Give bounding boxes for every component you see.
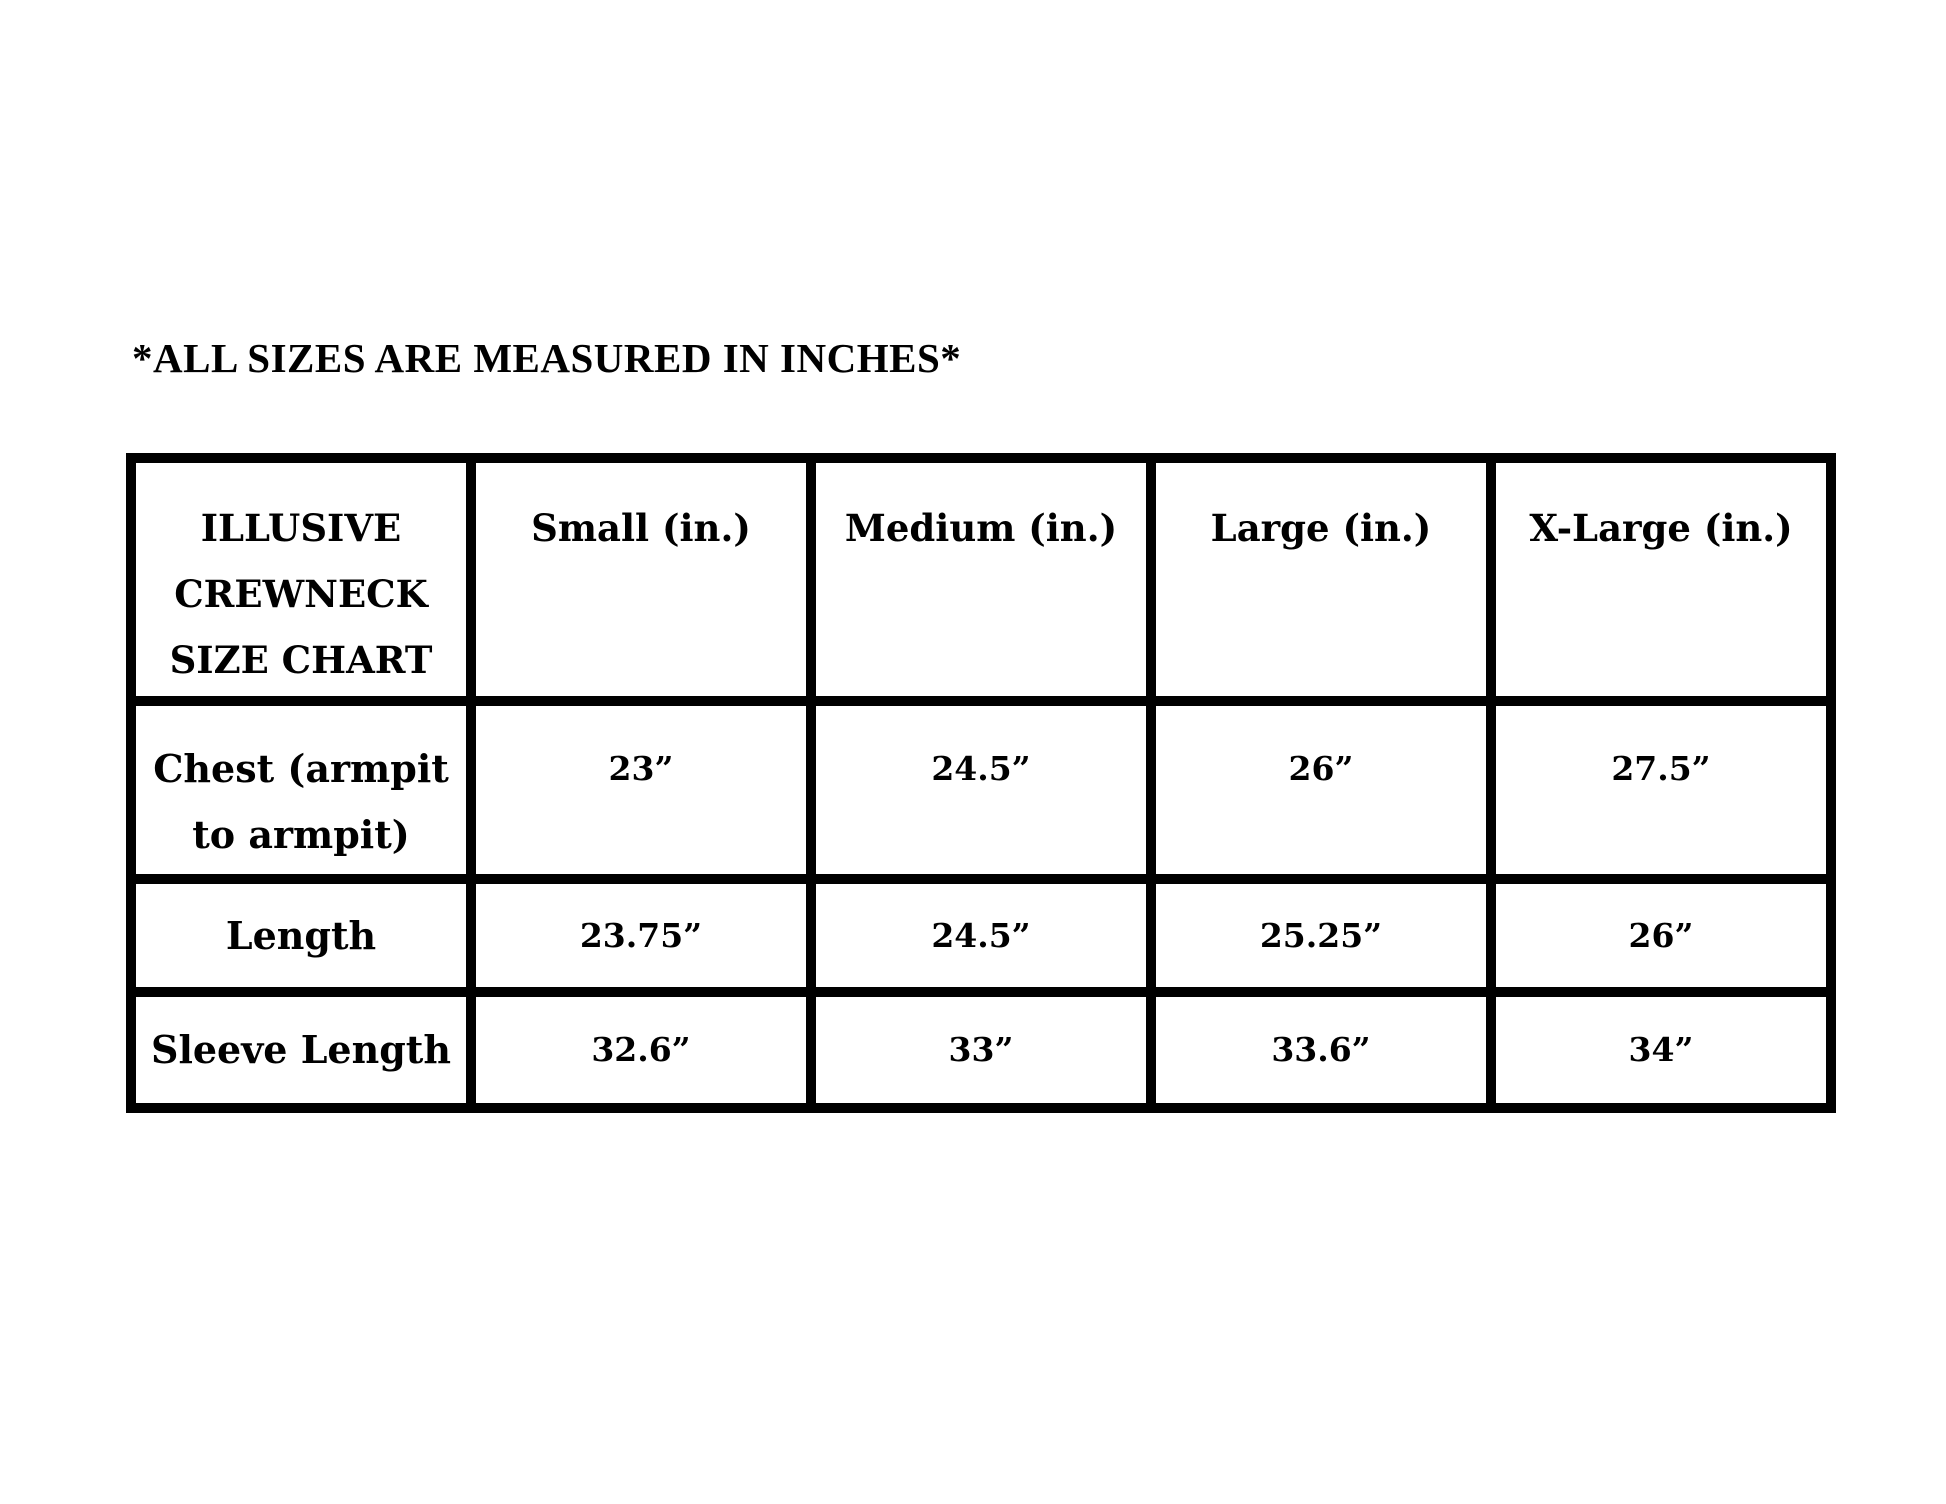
cell-length-small: 23.75” [471, 879, 811, 992]
row-label-length: Length [131, 879, 471, 992]
table-title-line: CREWNECK [174, 572, 428, 616]
cell-length-medium: 24.5” [811, 879, 1151, 992]
table-title-line: SIZE CHART [169, 638, 433, 682]
measurement-note: *ALL SIZES ARE MEASURED IN INCHES* [132, 335, 962, 381]
size-chart-table [126, 453, 1836, 1113]
table-title-cell [131, 458, 471, 701]
table-row-length [131, 879, 1831, 992]
cell-sleeve-x-large: 34” [1491, 992, 1831, 1108]
row-label-line: Chest (armpit [153, 746, 449, 791]
row-label-chest [131, 701, 471, 879]
cell-chest-small: 23” [471, 701, 811, 879]
cell-length-large: 25.25” [1151, 879, 1491, 992]
table-title-line: ILLUSIVE [200, 506, 402, 550]
column-header-x-large: X-Large (in.) [1491, 458, 1831, 701]
row-label-sleeve-length: Sleeve Length [131, 992, 471, 1108]
cell-chest-x-large: 27.5” [1491, 701, 1831, 879]
row-label-line: to armpit) [192, 812, 410, 857]
column-header-medium: Medium (in.) [811, 458, 1151, 701]
cell-chest-medium: 24.5” [811, 701, 1151, 879]
column-header-small: Small (in.) [471, 458, 811, 701]
column-header-large: Large (in.) [1151, 458, 1491, 701]
cell-sleeve-medium: 33” [811, 992, 1151, 1108]
cell-chest-large: 26” [1151, 701, 1491, 879]
cell-sleeve-small: 32.6” [471, 992, 811, 1108]
table-header-row [131, 458, 1831, 701]
table-row-chest [131, 701, 1831, 879]
cell-length-x-large: 26” [1491, 879, 1831, 992]
cell-sleeve-large: 33.6” [1151, 992, 1491, 1108]
table-row-sleeve-length [131, 992, 1831, 1108]
